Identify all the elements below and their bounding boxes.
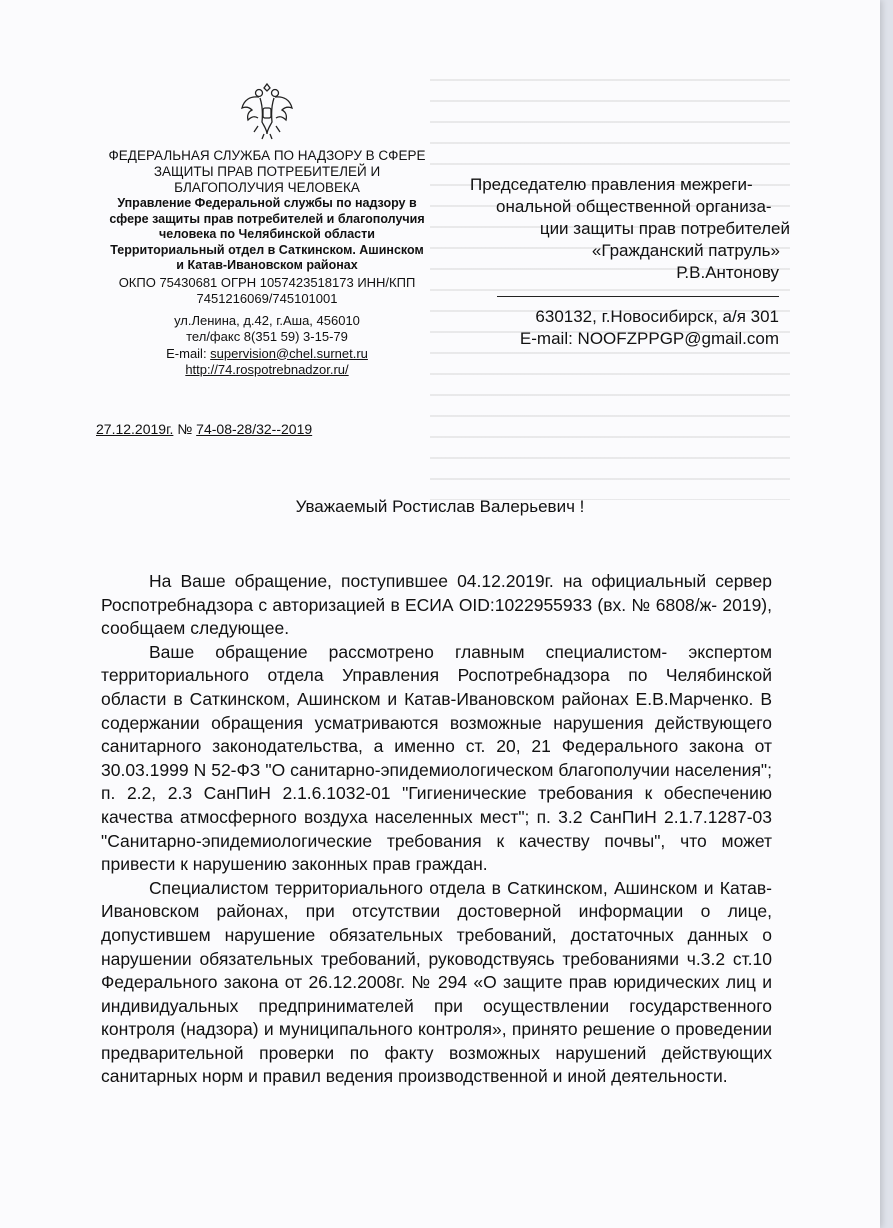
dept-name-line: человека по Челябинской области — [159, 227, 375, 241]
sender-email-row — [82, 346, 452, 363]
dept-name-line: и Катав-Ивановском районах — [176, 258, 358, 272]
sender-website-link[interactable]: http://74.rospotrebnadzor.ru/ — [185, 362, 349, 377]
recipient-line: ональной общественной организа- — [496, 197, 772, 216]
dept-name-line: Управление Федеральной службы по надзору в — [117, 196, 417, 210]
recipient-line: «Гражданский патруль» — [591, 241, 780, 260]
body-paragraph: Специалистом территориального отдела в Саткинском, Ашинском и Катав- Ивановском районах, при отсутствии достоверной информации о лице, допустившем нарушение обязательных требований, достаточных данных о нарушении обязательных требований, руководствуясь требованиями ч.3.2 ст.10 Федерального закона от 26.12.2008г. № 294 «О защите прав юридических лиц и индивидуальных предпринимателей при осуществлении государственного контроля (надзора) и муниципального контроля», принято решение о проведении предварительной проверки по факту возможных нарушений действующих санитарных норм и правил ведения производственной и иной деятельности. — [101, 877, 772, 1087]
body-paragraph: Ваше обращение рассмотрено главным специалистом- экспертом территориального отдела Управления Роспотребнадзора по Челябинской области в Саткинском, Ашинском и Катав-Ивановском районах Е.В.Марченко. В содержании обращения усматриваются возможные нарушения действующего санитарного законодательства, а именно ст. 20, 21 Федерального закона от 30.03.1999 N 52-ФЗ "О санитарно-эпидемиологическом благополучии населения"; п. 2.2, 2.3 СанПиН 2.1.6.1032-01 "Гигиенические требования к обеспечению качества атмосферного воздуха населенных мест"; п. 3.2 СанПиН 2.1.7.1287-03 "Санитарно-эпидемиологические требования к качеству почвы", что может привести к нарушению законных прав граждан. — [101, 641, 772, 875]
org-name-line: ФЕДЕРАЛЬНАЯ СЛУЖБА ПО НАДЗОРУ В СФЕРЕ — [108, 148, 426, 163]
recipient-contacts — [470, 306, 779, 350]
dept-name-line: Территориальный отдел в Саткинском. Ашинском — [110, 242, 424, 257]
letter-body — [101, 570, 772, 1089]
divider — [497, 296, 779, 297]
recipient-name: Р.В.Антонову — [676, 263, 779, 282]
recipient-line: Председателю правления межреги- — [470, 175, 753, 194]
sender-email-link[interactable]: supervision@chel.surnet.ru — [210, 345, 368, 361]
recipient-block — [470, 174, 800, 284]
sender-phone: тел/факс 8(351 59) 3-15-79 — [186, 329, 348, 344]
recipient-address: 630132, г.Новосибирск, а/я 301 — [535, 307, 779, 326]
recipient-line: ции защиты прав потребителей — [539, 219, 790, 238]
dept-name-line: сфере защиты прав потребителей и благополучия — [109, 211, 425, 226]
org-name-line: ЗАЩИТЫ ПРАВ ПОТРЕБИТЕЛЕЙ И — [153, 164, 381, 179]
number-sign: № — [173, 421, 197, 437]
email-label: E-mail: — [166, 345, 211, 361]
greeting: Уважаемый Ростислав Валерьевич ! — [295, 497, 585, 516]
sender-address: ул.Ленина, д.42, г.Аша, 456010 — [174, 312, 360, 328]
sender-block — [82, 78, 452, 379]
recipient-email: E-mail: NOOFZPPGP@gmail.com — [519, 329, 779, 348]
registration-codes: ОКПО 75430681 ОГРН 1057423518173 ИНН/КПП — [118, 274, 416, 290]
outgoing-reference — [96, 421, 312, 437]
coat-of-arms-icon — [238, 78, 296, 142]
registration-codes: 7451216069/745101001 — [196, 290, 338, 306]
body-paragraph: На Ваше обращение, поступившее 04.12.2019г. на официальный сервер Роспотребнадзора с авторизацией в ЕСИА OID:1022955933 (вх. № 6808/ж- 2019), сообщаем следующее. — [101, 571, 772, 639]
reference-number: 74-08-28/32--2019 — [196, 421, 313, 437]
reference-date: 27.12.2019г. — [96, 421, 174, 437]
org-name-line: БЛАГОПОЛУЧИЯ ЧЕЛОВЕКА — [174, 180, 360, 195]
